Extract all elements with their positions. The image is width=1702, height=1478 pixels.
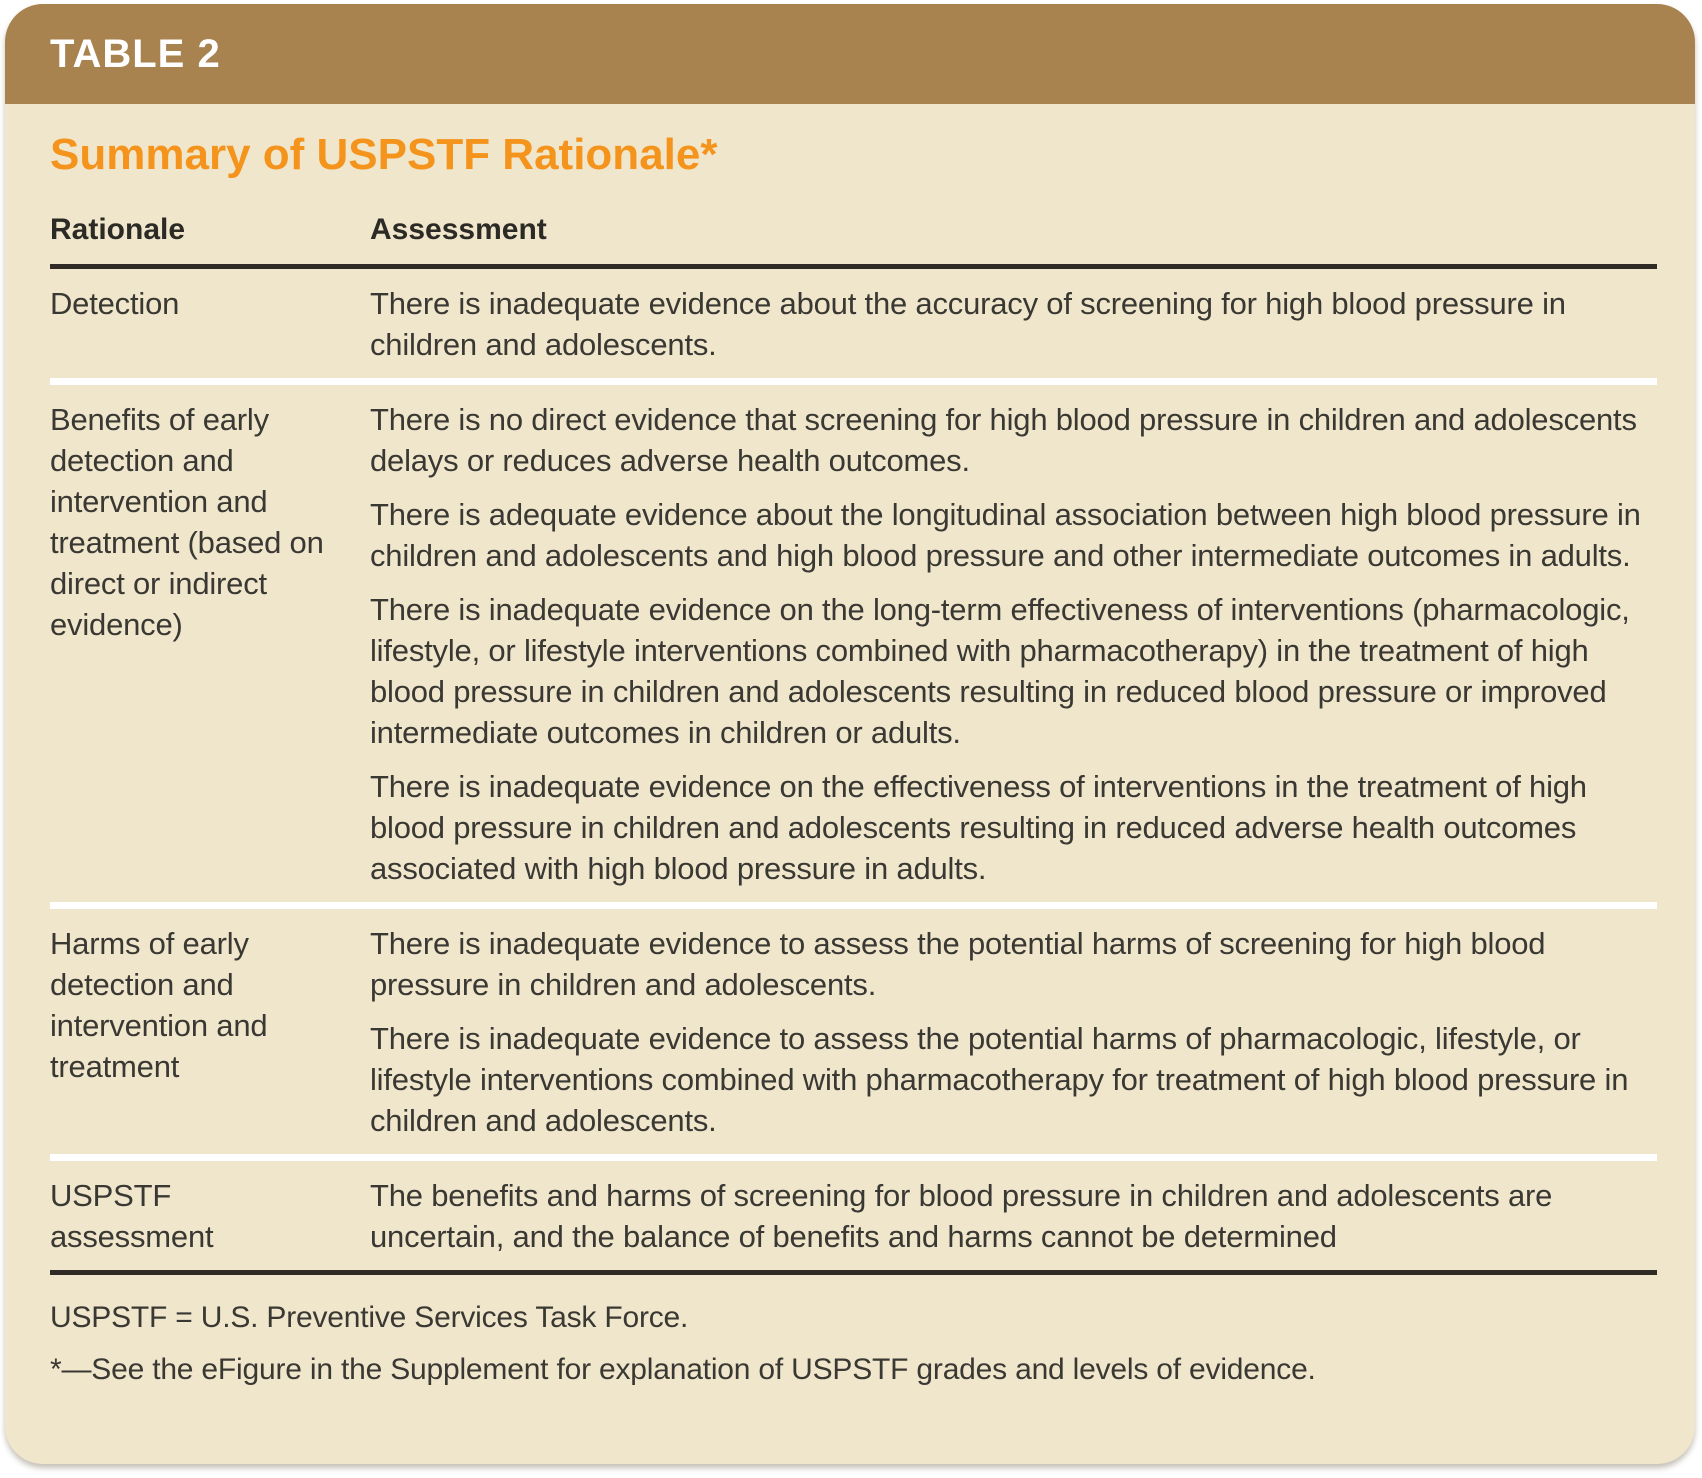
footnote: USPSTF = U.S. Preventive Services Task Force. <box>50 1301 689 1334</box>
rationale-cell: Benefits of early detection and intervention and treatment (based on direct or indirect evidence) <box>50 402 324 642</box>
assessment-paragraph: There is inadequate evidence about the accuracy of screening for high blood pressure in children and adolescents. <box>370 286 1566 362</box>
table-label: TABLE 2 <box>50 31 221 76</box>
assessment-paragraph: The benefits and harms of screening for blood pressure in children and adolescents are uncertain, and the balance of benefits and harms cannot be determined <box>370 1178 1553 1254</box>
rationale-cell: Detection <box>50 286 180 321</box>
table-title: Summary of USPSTF Rationale* <box>50 130 718 179</box>
rationale-cell: Harms of early detection and intervention and treatment <box>50 926 268 1084</box>
table-row <box>50 378 1657 902</box>
assessment-cell <box>370 385 1657 902</box>
table-rows <box>50 269 1657 1275</box>
footnote: *—See the eFigure in the Supplement for explanation of USPSTF grades and levels of evidence. <box>50 1353 1316 1386</box>
assessment-paragraph: There is no direct evidence that screening for high blood pressure in children and adolescents delays or reduces adverse health outcomes. <box>370 402 1637 478</box>
column-header-assessment: Assessment <box>370 213 547 246</box>
assessment-paragraph: There is inadequate evidence on the effectiveness of interventions in the treatment of high blood pressure in children and adolescents resulting in reduced adverse health outcomes associated with high blood pressure in adults. <box>370 769 1587 886</box>
column-header-row <box>50 212 1657 269</box>
table-content-area <box>5 130 1695 1389</box>
footnotes <box>50 1275 1657 1389</box>
table-row <box>50 902 1657 1154</box>
assessment-cell <box>370 269 1657 378</box>
assessment-paragraph: There is adequate evidence about the longitudinal association between high blood pressure in children and adolescents and high blood pressure and other intermediate outcomes in adults. <box>370 497 1641 573</box>
column-header-rationale: Rationale <box>50 213 186 246</box>
assessment-paragraph: There is inadequate evidence to assess the potential harms of screening for high blood pressure in children and adolescents. <box>370 926 1546 1002</box>
assessment-paragraph: There is inadequate evidence to assess the potential harms of pharmacologic, lifestyle, or lifestyle interventions combined with pharmacotherapy for treatment of high blood pressure in children and adolescents. <box>370 1021 1629 1138</box>
assessment-cell <box>370 909 1657 1154</box>
table-row <box>50 1154 1657 1270</box>
assessment-paragraph: There is inadequate evidence on the long-term effectiveness of interventions (pharmacologic, lifestyle, or lifestyle interventions combined with pharmacotherapy) in the treatment of high blood pressure in children and adolescents resulting in reduced blood pressure or improved intermediate outcomes in children or adults. <box>370 592 1630 750</box>
table-header-bar <box>5 4 1695 104</box>
table-card <box>5 4 1695 1464</box>
rationale-cell: USPSTF assessment <box>50 1178 214 1254</box>
assessment-cell <box>370 1161 1657 1270</box>
table-row <box>50 269 1657 378</box>
